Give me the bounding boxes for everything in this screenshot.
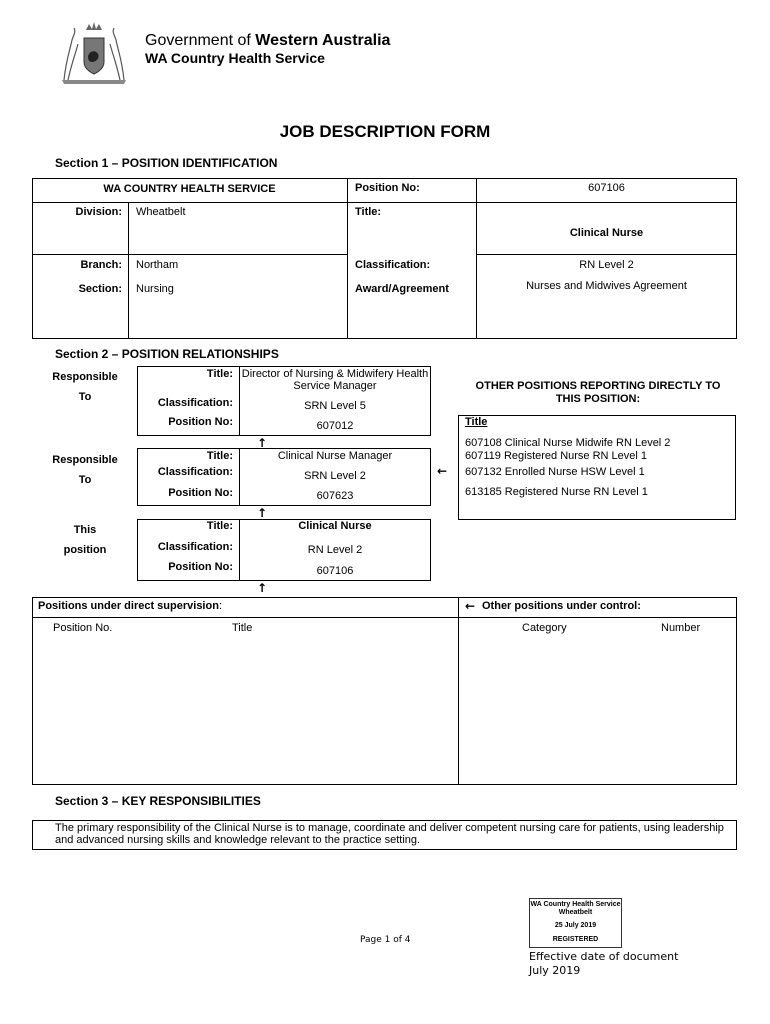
page-number: Page 1 of 4 <box>360 935 411 945</box>
supervision-table <box>32 597 737 785</box>
left-arrow-icon: ← <box>437 464 448 478</box>
box3-classification: RN Level 2 <box>307 544 363 556</box>
col-position-no: Position No. <box>53 622 113 634</box>
col-number: Number <box>661 622 701 634</box>
other-positions-heading: OTHER POSITIONS REPORTING DIRECTLY TO THIS POSITION: <box>475 380 721 405</box>
section-value: Nursing <box>136 283 174 295</box>
other-title-label: Title <box>465 416 488 428</box>
box3-title: Clinical Nurse <box>298 520 372 532</box>
direct-supervision-colon: : <box>218 600 222 612</box>
section1-heading: Section 1 – POSITION IDENTIFICATION <box>55 156 278 170</box>
classification-label: Classification: <box>355 259 431 271</box>
responsibilities-text: The primary responsibility of the Clinical Nurse is to manage, coordinate and deliver competent nursing care for patients, using leadership and advanced nursing skills and knowledge relevant to the practice setting. <box>55 822 724 846</box>
box3-position-no-label: Position No: <box>168 561 233 573</box>
branch-value: Northam <box>136 259 179 271</box>
division-label: Division: <box>75 206 122 218</box>
responsible-label-2: Responsible <box>52 454 118 466</box>
title-label: Title: <box>355 206 382 218</box>
up-arrow-icon: ↑ <box>257 506 268 520</box>
classification-value: RN Level 2 <box>579 259 634 271</box>
section-label: Section: <box>78 283 122 295</box>
box3-classification-label: Classification: <box>157 541 233 553</box>
box2-title: Clinical Nurse Manager <box>277 450 393 462</box>
box2-position-no-label: Position No: <box>168 487 233 499</box>
box2-classification: SRN Level 2 <box>304 470 366 482</box>
this-label: This <box>73 524 97 536</box>
box1-title-label: Title: <box>206 368 233 380</box>
title-value: Clinical Nurse <box>569 227 644 239</box>
direct-supervision-heading <box>38 600 222 612</box>
service-name: WA Country Health Service <box>145 50 325 66</box>
box1-classification: SRN Level 5 <box>304 400 366 412</box>
other-position-item: 613185 Registered Nurse RN Level 1 <box>465 486 648 498</box>
division-value: Wheatbelt <box>136 206 186 218</box>
effective-date: July 2019 <box>529 964 581 977</box>
to-label-1: To <box>78 391 92 403</box>
section3-heading: Section 3 – KEY RESPONSIBILITIES <box>55 794 261 808</box>
box2-title-label: Title: <box>206 450 233 462</box>
stamp-region: Wheatbelt <box>558 909 593 916</box>
box2-position-no: 607623 <box>316 490 354 502</box>
up-arrow-icon: ↑ <box>257 581 268 595</box>
left-arrow-icon: ← <box>465 599 476 613</box>
other-position-item: 607108 Clinical Nurse Midwife RN Level 2 <box>465 437 671 449</box>
other-control-label: Other positions under control: <box>482 600 641 612</box>
position-no-value: 607106 <box>588 182 625 194</box>
effective-label: Effective date of document <box>529 950 679 963</box>
responsible-label-1: Responsible <box>52 371 118 383</box>
form-title: JOB DESCRIPTION FORM <box>279 122 491 141</box>
box1-title: Director of Nursing & Midwifery Health Service Manager <box>241 368 429 392</box>
branch-label: Branch: <box>80 259 122 271</box>
stamp-status: REGISTERED <box>552 936 599 943</box>
up-arrow-icon: ↑ <box>257 436 268 450</box>
section2-heading: Section 2 – POSITION RELATIONSHIPS <box>55 347 279 361</box>
to-label-2: To <box>78 474 92 486</box>
box1-position-no: 607012 <box>316 420 354 432</box>
position-no-label: Position No: <box>355 182 420 194</box>
box1-position-no-label: Position No: <box>168 416 233 428</box>
box3-title-label: Title: <box>206 520 233 532</box>
box1-classification-label: Classification: <box>157 397 233 409</box>
stamp-service: WA Country Health Service <box>530 901 621 908</box>
award-label: Award/Agreement <box>355 283 449 295</box>
stamp-date: 25 July 2019 <box>554 922 597 929</box>
wa-crest-logo <box>58 20 130 86</box>
gov-line-prefix: Government of <box>145 32 251 49</box>
position-label: position <box>63 544 107 556</box>
other-position-item: 607132 Enrolled Nurse HSW Level 1 <box>465 466 645 478</box>
box3-position-no: 607106 <box>316 565 354 577</box>
government-line <box>145 32 390 50</box>
other-position-item: 607119 Registered Nurse RN Level 1 <box>465 450 648 462</box>
col-category: Category <box>522 622 567 634</box>
direct-supervision-label: Positions under direct supervision <box>38 600 219 612</box>
gov-line-state: Western Australia <box>255 32 391 49</box>
box2-classification-label: Classification: <box>157 466 233 478</box>
award-value: Nurses and Midwives Agreement <box>526 280 687 292</box>
col-title: Title <box>232 622 253 634</box>
org-name: WA COUNTRY HEALTH SERVICE <box>103 183 276 195</box>
